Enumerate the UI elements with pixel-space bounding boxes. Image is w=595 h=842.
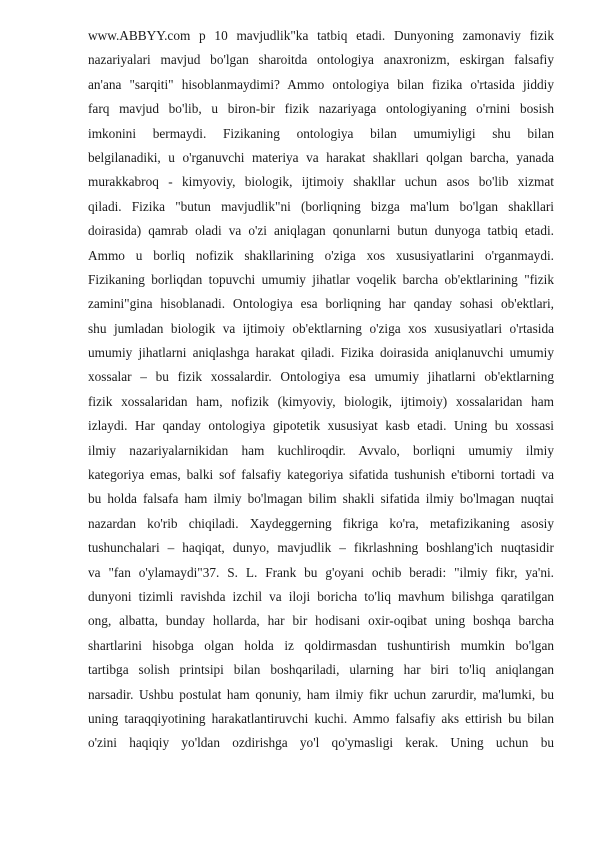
text-line: ong, albatta, bunday hollarda, har bir hodisani oxir-oqibat uning boshqa barcha [88,613,554,629]
text-line: doirasida) qamrab oladi va o'zi aniqlagan qonunlarni butun dunyoga tatbiq etadi. [88,223,554,239]
text-line: o'zini haqiqiy yo'ldan ozdirishga yo'l qo'ymasligi kerak. Uning uchun bu [88,735,554,751]
text-line: nazardan ko'rib chiqiladi. Xaydeggerning fikriga ko'ra, metafizikaning asosiy [88,515,554,531]
text-line: Fizikaning borliqdan topuvchi umumiy jihatlar voqelik barcha ob'ektlarining "fizik [88,271,554,287]
text-line: shu jumladan biologik va ijtimoiy ob'ektlarning o'ziga xos xususiyatlari o'rtasida [88,320,554,336]
text-line: umumiy jihatlarni aniqlashga harakat qiladi. Fizika doirasida aniqlanuvchi umumiy [88,345,554,361]
text-line: murakkabroq - kimyoviy, biologik, ijtimoiy shakllar uchun asos bo'lib xizmat [88,174,554,190]
text-line: ilmiy nazariyalarnikidan ham kuchliroqdir. Avvalo, borliqni umumiy ilmiy [88,442,554,458]
text-line: tartibga solish printsipi bilan boshqariladi, ularning har biri to'liq aniqlangan [88,662,554,678]
text-line: an'ana "sarqiti" hisoblanmaydimi? Ammo ontologiya bilan fizika o'rtasida jiddiy [88,76,554,92]
text-line: www.ABBYY.com p 10 mavjudlik"ka tatbiq etadi. Dunyoning zamonaviy fizik [88,28,554,43]
text-line: Ammo u borliq nofizik shakllarining o'ziga xos xususiyatlarini o'rganmaydi. [88,247,554,263]
text-line: belgilanadiki, u o'rganuvchi materiya va harakat shakllari qolgan barcha, yanada [88,149,554,165]
text-line: qiladi. Fizika "butun mavjudlik"ni (borliqning bizga ma'lum bo'lgan shakllari [88,198,554,214]
text-line: xossalar – bu fizik xossalardir. Ontologiya esa umumiy jihatlarni ob'ektlarning [88,369,554,385]
text-line: va "fan o'ylamaydi"37. S. L. Frank bu g'oyani ochib beradi: "ilmiy fikr, ya'ni. [88,564,554,580]
text-line: shartlarini hisobga olgan holda iz qoldirmasdan tushuntirish mumkin bo'lgan [88,637,554,653]
text-line: fizik xossalaridan ham, nofizik (kimyoviy, biologik, ijtimoiy) xossalaridan ham [88,393,554,409]
text-line: farq mavjud bo'lib, u biron-bir fizik nazariyaga ontologiyaning o'rnini bosish [88,101,554,117]
text-line: narsadir. Ushbu postulat ham qonuniy, ham ilmiy fikr uchun zarurdir, ma'lumki, bu [88,686,554,702]
text-line: imkonini bermaydi. Fizikaning ontologiya bilan umumiyligi shu bilan [88,125,554,141]
text-line: dunyoni tizimli ravishda izchil va iloji boricha to'liq mavhum bilishga qaratilgan [88,588,554,604]
text-line: tushunchalari – haqiqat, dunyo, mavjudlik – fikrlashning boshlang'ich nuqtasidir [88,540,554,556]
body-text [88,24,554,756]
text-line: zamini"gina hisoblanadi. Ontologiya esa borliqning har qanday sohasi ob'ektlari, [88,296,554,312]
text-line: nazariyalari mavjud bo'lgan sharoitda ontologiya anaxronizm, eskirgan falsafiy [88,52,554,68]
text-line: kategoriya emas, balki sof falsafiy kategoriya sifatida tushunish e'tiborni tortadi va [88,467,554,483]
text-line: bu holda falsafa ham ilmiy bo'lmagan bilim shakli sifatida ilmiy bo'lmagan nuqtai [88,491,554,507]
text-line: uning taraqqiyotining harakatlantiruvchi kuchi. Ammo falsafiy aks ettirish bu bilan [88,710,554,726]
text-line: izlaydi. Har qanday ontologiya gipotetik xususiyat kasb etadi. Uning bu xossasi [88,418,554,434]
